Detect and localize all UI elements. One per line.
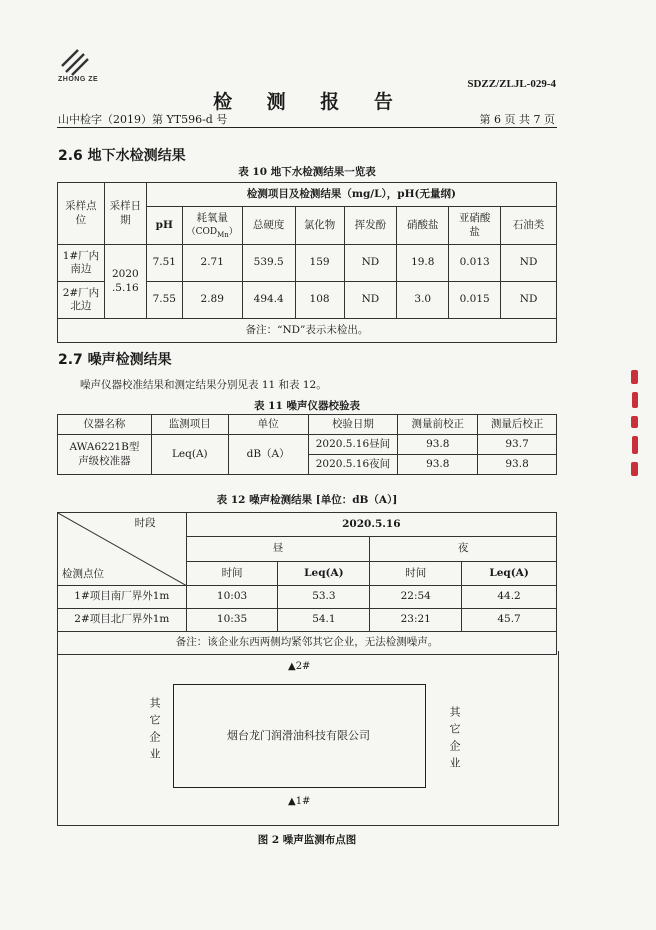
noise-point: 1#项目南厂界外1m	[58, 586, 187, 609]
cell-value: 7.55	[146, 282, 182, 319]
table-row	[58, 586, 557, 609]
col-leq: Leq(A)	[462, 561, 557, 585]
cell-value: 0.013	[449, 245, 501, 282]
cell-value: 2.89	[182, 282, 242, 319]
report-number: 山中检字（2019）第 YT596-d 号	[58, 113, 228, 126]
cell-value: 494.4	[242, 282, 295, 319]
section-heading-groundwater: 2.6 地下水检测结果	[58, 148, 186, 164]
cell-value: ND	[344, 282, 397, 319]
col-sample-date: 采样日期	[104, 183, 146, 245]
night-header: 夜	[370, 537, 557, 561]
monitor-item: Leq(A)	[151, 435, 228, 475]
param-cod-label: 耗氧量	[196, 211, 228, 224]
cell-value: 7.51	[146, 245, 182, 282]
table-12-note: 备注：该企业东西两侧均紧邻其它企业，无法检测噪声。	[58, 632, 557, 655]
instrument-name: AWA6221B型 声级校准器	[58, 435, 152, 475]
night-time: 22:54	[370, 586, 462, 609]
col-time: 时间	[186, 561, 278, 585]
noise-point: 2#项目北厂界外1m	[58, 609, 187, 632]
param-phenol: 挥发酚	[344, 207, 397, 245]
cell-value: 3.0	[397, 282, 449, 319]
noise-intro: 噪声仪器校准结果和测定结果分别见表 11 和表 12。	[80, 379, 327, 391]
diag-bottom-label: 检测点位	[62, 567, 104, 580]
col-time: 时间	[370, 561, 462, 585]
after-value: 93.8	[478, 455, 557, 475]
param-nitrite: 亚硝酸盐	[449, 207, 501, 245]
group-header: 检测项目及检测结果（mg/L），pH(无量纲)	[146, 183, 556, 207]
table-12-caption: 表 12 噪声检测结果 [单位：dB（A）]	[216, 494, 398, 506]
table-row	[58, 435, 557, 455]
cell-value: ND	[501, 282, 557, 319]
unit: dB（A）	[228, 435, 308, 475]
right-neighbor-label: 其它企业	[448, 706, 461, 774]
header-cell: 监测项目	[151, 415, 228, 435]
header-cell: 仪器名称	[58, 415, 152, 435]
param-hardness: 总硬度	[242, 207, 295, 245]
param-nitrate: 硝酸盐	[397, 207, 449, 245]
calibration-date: 2020.5.16昼间	[308, 435, 398, 455]
param-cod	[182, 207, 242, 245]
logo-text: ZHONG ZE	[58, 76, 99, 83]
stamp-seal-fragment	[630, 366, 640, 482]
sample-point: 2#厂内 北边	[58, 282, 105, 319]
table-10-caption: 表 10 地下水检测结果一览表	[238, 166, 376, 178]
noise-results-table	[57, 512, 557, 655]
document-code: SDZZ/ZLJL-029-4	[467, 78, 556, 90]
table-10-note: 备注：“ND”表示未检出。	[58, 319, 557, 343]
night-leq: 45.7	[462, 609, 557, 632]
table-row	[58, 609, 557, 632]
company-name: 烟台龙门润滑油科技有限公司	[227, 729, 370, 742]
day-time: 10:35	[186, 609, 278, 632]
day-leq: 53.3	[278, 586, 370, 609]
section-heading-noise: 2.7 噪声检测结果	[58, 352, 172, 368]
calibration-table	[57, 414, 557, 475]
cell-value: ND	[501, 245, 557, 282]
table-row	[58, 245, 557, 282]
cell-value: ND	[344, 245, 397, 282]
figure-2-caption: 图 2 噪声监测布点图	[257, 834, 357, 846]
night-time: 23:21	[370, 609, 462, 632]
cell-value: 0.015	[449, 282, 501, 319]
marker-point-1: ▲1#	[288, 796, 311, 807]
param-petroleum: 石油类	[501, 207, 557, 245]
cell-value: 19.8	[397, 245, 449, 282]
cell-value: 539.5	[242, 245, 295, 282]
col-leq: Leq(A)	[278, 561, 370, 585]
cell-value: 159	[295, 245, 344, 282]
left-neighbor-label: 其它企业	[148, 697, 161, 765]
sample-date: 2020 .5.16	[104, 245, 146, 319]
diag-top-label: 时段	[134, 517, 156, 529]
measure-date: 2020.5.16	[186, 513, 556, 537]
after-value: 93.7	[478, 435, 557, 455]
report-title: 检 测 报 告	[213, 91, 407, 113]
before-value: 93.8	[398, 435, 478, 455]
header-rule	[57, 127, 557, 128]
calibration-date: 2020.5.16夜间	[308, 455, 398, 475]
cell-value: 2.71	[182, 245, 242, 282]
header-cell: 测量后校正	[478, 415, 557, 435]
header-cell: 校验日期	[308, 415, 398, 435]
col-sample-point: 采样点位	[58, 183, 105, 245]
param-cod-sub: $(COD_{Mn})$	[186, 226, 238, 239]
header-cell: 单位	[228, 415, 308, 435]
sample-point: 1#厂内 南边	[58, 245, 105, 282]
page-number: 第 6 页 共 7 页	[479, 113, 555, 126]
diagonal-header	[58, 513, 187, 586]
day-header: 昼	[186, 537, 370, 561]
day-leq: 54.1	[278, 609, 370, 632]
header-cell: 测量前校正	[398, 415, 478, 435]
cell-value: 108	[295, 282, 344, 319]
before-value: 93.8	[398, 455, 478, 475]
marker-point-2: ▲2#	[288, 661, 311, 672]
groundwater-table	[57, 182, 557, 343]
day-time: 10:03	[186, 586, 278, 609]
param-chloride: 氯化物	[295, 207, 344, 245]
param-ph: pH	[146, 207, 182, 245]
table-11-caption: 表 11 噪声仪器校验表	[254, 400, 360, 412]
night-leq: 44.2	[462, 586, 557, 609]
